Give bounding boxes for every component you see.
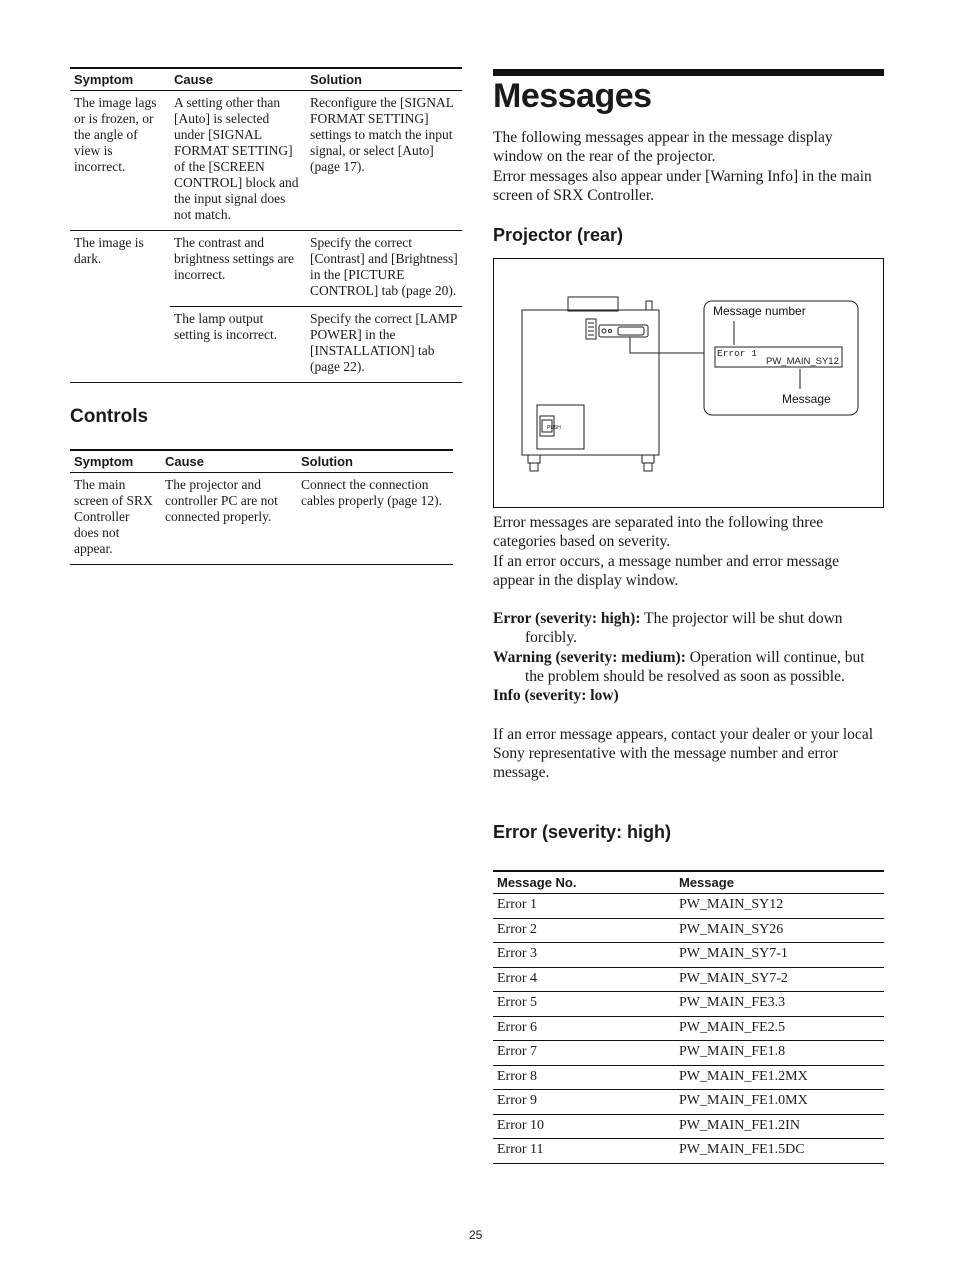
cause-cell: A setting other than [Auto] is selected under [SIGNAL FORMAT SETTING] of the [SCREEN CONTROL] block and the input signal does not match. <box>170 91 306 231</box>
column-header-cause: Cause <box>170 68 306 91</box>
severity-error-text: The projector will be shut down forcibly. <box>525 610 843 647</box>
projector-body <box>522 310 659 455</box>
severity-warning-item <box>493 648 884 687</box>
spacer <box>493 590 884 609</box>
column-header-solution: Solution <box>297 450 453 473</box>
severity-error-item <box>493 609 884 648</box>
severity-warning-text: Operation will continue, but the problem should be resolved as soon as possible. <box>525 648 865 686</box>
message-no-cell: Error 9 <box>493 1090 675 1115</box>
message-no-cell: Error 1 <box>493 894 675 919</box>
severity-paragraph: Error messages are separated into the following three categories based on severity. <box>493 514 824 551</box>
message-no-cell: Error 7 <box>493 1041 675 1066</box>
cause-cell: The contrast and brightness settings are incorrect. <box>170 231 306 307</box>
message-cell: PW_MAIN_SY7-2 <box>675 967 884 992</box>
symptom-cell: The image lags or is frozen, or the angle of view is incorrect. <box>70 91 170 231</box>
table-header-row <box>70 68 462 91</box>
solution-cell: Reconfigure the [SIGNAL FORMAT SETTING] settings to match the input signal, or select [Auto] (page 17). <box>306 91 462 231</box>
symptom-cell: The main screen of SRX Controller does not appear. <box>70 473 161 565</box>
message-no-cell: Error 11 <box>493 1139 675 1164</box>
controls-table-section <box>70 449 453 565</box>
severity-section <box>493 513 884 783</box>
table-row <box>493 1090 884 1115</box>
projector-rear-figure <box>493 258 884 508</box>
table-row <box>70 231 462 307</box>
cause-cell: The lamp output setting is incorrect. <box>170 307 306 383</box>
table-row <box>493 992 884 1017</box>
message-no-cell: Error 3 <box>493 943 675 968</box>
message-cell: PW_MAIN_FE1.2IN <box>675 1114 884 1139</box>
callout-leader-line <box>630 337 704 353</box>
message-cell: PW_MAIN_SY7-1 <box>675 943 884 968</box>
projector-top-vent <box>568 297 618 311</box>
heading-rule <box>493 69 884 76</box>
severity-info-item <box>493 686 884 705</box>
spacer <box>493 706 884 725</box>
table-row <box>493 1016 884 1041</box>
solution-cell: Connect the connection cables properly (page 12). <box>297 473 453 565</box>
table-row <box>493 918 884 943</box>
message-cell: PW_MAIN_FE1.2MX <box>675 1065 884 1090</box>
severity-paragraph: If an error occurs, a message number and error message appear in the display window. <box>493 552 840 589</box>
table-header-row <box>493 871 884 894</box>
intro-paragraph: Error messages also appear under [Warning Info] in the main screen of SRX Controller. <box>493 167 872 204</box>
column-header-message: Message <box>675 871 884 894</box>
projector-rear-heading: Projector (rear) <box>493 225 624 245</box>
troubleshooting-table-section <box>70 67 462 383</box>
symptom-cell: The image is dark. <box>70 231 170 383</box>
message-no-cell: Error 10 <box>493 1114 675 1139</box>
page-number: 25 <box>469 1228 483 1242</box>
message-no-cell: Error 5 <box>493 992 675 1017</box>
column-header-symptom: Symptom <box>70 450 161 473</box>
table-row <box>70 473 453 565</box>
column-header-cause: Cause <box>161 450 297 473</box>
table-row <box>70 91 462 231</box>
severity-info-label: Info (severity: low) <box>493 687 619 705</box>
column-header-symptom: Symptom <box>70 68 170 91</box>
table-row <box>493 1114 884 1139</box>
message-no-cell: Error 4 <box>493 967 675 992</box>
controls-heading: Controls <box>70 406 149 427</box>
controls-table <box>70 449 453 565</box>
projector-rear-illustration <box>494 259 883 507</box>
message-cell: PW_MAIN_FE1.0MX <box>675 1090 884 1115</box>
display-line-1: Error 1 <box>717 348 757 359</box>
message-no-cell: Error 6 <box>493 1016 675 1041</box>
solution-cell: Specify the correct [LAMP POWER] in the [INSTALLATION] tab (page 22). <box>306 307 462 383</box>
table-row <box>493 943 884 968</box>
message-no-cell: Error 8 <box>493 1065 675 1090</box>
message-cell: PW_MAIN_SY12 <box>675 894 884 919</box>
cause-cell: The projector and controller PC are not connected properly. <box>161 473 297 565</box>
message-cell: PW_MAIN_FE3.3 <box>675 992 884 1017</box>
messages-intro <box>493 128 884 205</box>
severity-error-label: Error (severity: high): <box>493 610 641 628</box>
table-row <box>493 1065 884 1090</box>
error-table-section <box>493 870 884 1164</box>
severity-warning-label: Warning (severity: medium): <box>493 648 686 666</box>
column-header-solution: Solution <box>306 68 462 91</box>
message-cell: PW_MAIN_SY26 <box>675 918 884 943</box>
intro-paragraph: The following messages appear in the message display window on the rear of the projector. <box>493 129 833 166</box>
table-row <box>493 894 884 919</box>
column-header-message-no: Message No. <box>493 871 675 894</box>
display-line-2: PW_MAIN_SY12 <box>766 356 839 367</box>
page-title: Messages <box>493 77 652 115</box>
message-cell: PW_MAIN_FE1.8 <box>675 1041 884 1066</box>
table-row <box>493 967 884 992</box>
error-severity-high-heading: Error (severity: high) <box>493 822 672 842</box>
troubleshooting-table <box>70 67 462 383</box>
table-row <box>493 1041 884 1066</box>
message-cell: PW_MAIN_FE2.5 <box>675 1016 884 1041</box>
callout-label-message-number: Message number <box>713 304 806 318</box>
error-messages-table <box>493 870 884 1164</box>
callout-label-message: Message <box>782 392 831 406</box>
contact-paragraph: If an error message appears, contact your dealer or your local Sony representative with the message number and error message. <box>493 725 873 782</box>
message-no-cell: Error 2 <box>493 918 675 943</box>
table-header-row <box>70 450 453 473</box>
panel-label: PUSH <box>547 425 561 431</box>
table-row <box>493 1139 884 1164</box>
message-cell: PW_MAIN_FE1.5DC <box>675 1139 884 1164</box>
solution-cell: Specify the correct [Contrast] and [Brightness] in the [PICTURE CONTROL] tab (page 20). <box>306 231 462 307</box>
